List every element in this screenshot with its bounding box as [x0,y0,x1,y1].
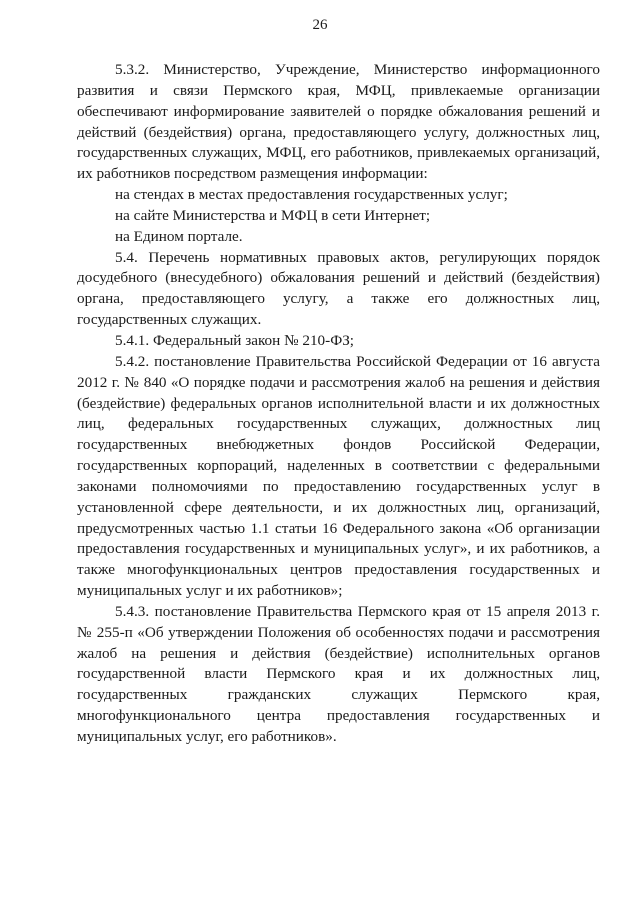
paragraph-5-4-2: 5.4.2. постановление Правительства Российской Федерации от 16 августа 2012 г. № 840 «О порядке подачи и рассмотрения жалоб на решения и действия (бездействие) федеральных органов исполнительной власти и их должностных лиц, федеральных государственных служащих, должностных лиц государственных внебюджетных фондов Российской Федерации, государственных корпораций, наделенных в соответствии с федеральными законами полномочиями по предоставлению государственных услуг в установленной сфере деятельности, и их должностных лиц, организаций, предусмотренных частью 1.1 статьи 16 Федерального закона «Об организации предоставления государственных и муниципальных услуг», и их работников, а также многофункциональных центров предоставления государственных и муниципальных услуг и их работников»; [77,352,600,600]
paragraph-5-4-3: 5.4.3. постановление Правительства Пермского края от 15 апреля 2013 г. № 255-п «Об утверждении Положения об особенностях подачи и рассмотрения жалоб на решения и действия (бездействие) исполнительных органов государственной власти Пермского края и их должностных лиц, государственных гражданских служащих Пермского края, многофункционального центра предоставления государственных и муниципальных услуг, его работников». [77,602,600,745]
paragraph-website: на сайте Министерства и МФЦ в сети Интернет; [115,206,431,224]
paragraph-5-4-1: 5.4.1. Федеральный закон № 210-ФЗ; [115,331,355,349]
paragraph-unified-portal: на Едином портале. [115,227,243,245]
page-number: 26 [312,17,328,33]
document-body [77,60,600,748]
paragraph-5-3-2: 5.3.2. Министерство, Учреждение, Министерство информационного развития и связи Пермского края, МФЦ, привлекаемые организации обеспечивают информирование заявителей о порядке обжалования решений и действий (бездействия) органа, предоставляющего услугу, должностных лиц, государственных служащих, МФЦ, его работников, привлекаемых организаций, их работников посредством размещения информации: [77,61,600,183]
paragraph-5-4: 5.4. Перечень нормативных правовых актов, регулирующих порядок досудебного (внесудебного) обжалования решений и действий (бездействия) органа, предоставляющего услугу, а также его должностных лиц, государственных служащих. [77,248,600,329]
paragraph-stands: на стендах в местах предоставления государственных услуг; [115,186,508,204]
